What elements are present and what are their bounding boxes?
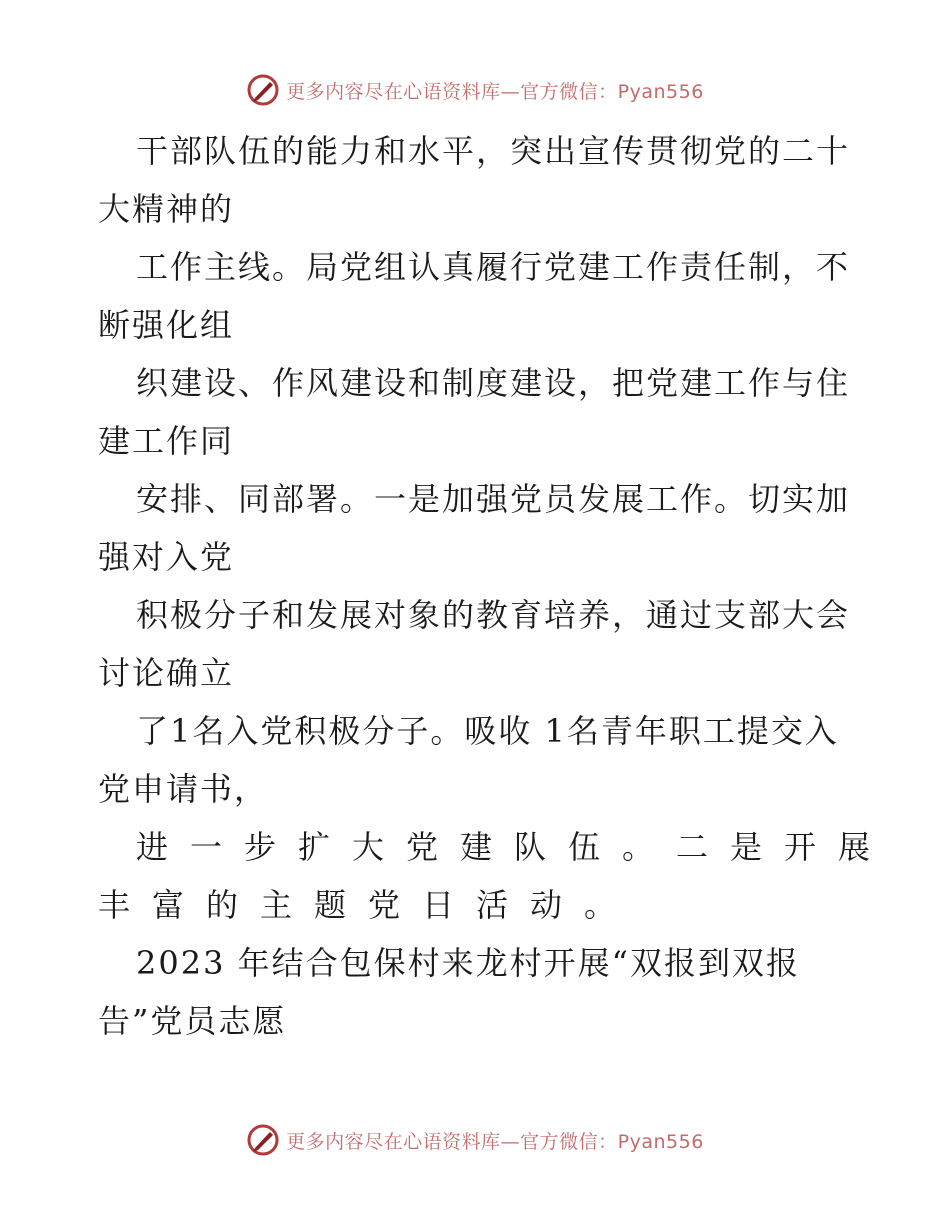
text-line: 安排、同部署。一是加强党员发展工作。切实加 <box>136 480 851 518</box>
document-body <box>98 122 893 1050</box>
text-line: 强对入党 <box>98 538 235 576</box>
quill-logo-icon <box>246 1123 280 1157</box>
text-line: 进一步扩大党建队伍。二是开展 <box>136 828 893 866</box>
watermark-text: 更多内容尽在心语资料库—官方微信：Pyan556 <box>286 80 704 103</box>
text-line: 党申请书， <box>98 770 269 808</box>
text-line: 建工作同 <box>98 422 235 460</box>
text-line: 断强化组 <box>98 306 235 344</box>
text-line: 2023 年结合包保村来龙村开展“双报到双报 <box>136 944 800 982</box>
watermark-footer <box>0 1120 950 1160</box>
text-line: 大精神的 <box>98 190 235 228</box>
watermark-text: 更多内容尽在心语资料库—官方微信：Pyan556 <box>286 1130 704 1153</box>
text-line: 干部队伍的能力和水平，突出宣传贯彻党的二十 <box>136 132 851 170</box>
text-line: 告”党员志愿 <box>98 1002 287 1040</box>
text-line: 了1名入党积极分子。吸收 1名青年职工提交入 <box>136 712 839 750</box>
text-line: 讨论确立 <box>98 654 235 692</box>
quill-logo-icon <box>246 73 280 107</box>
text-line: 积极分子和发展对象的教育培养，通过支部大会 <box>136 596 851 634</box>
text-line: 丰富的主题党日活动。 <box>98 886 639 924</box>
watermark-header <box>0 70 950 110</box>
text-line: 织建设、作风建设和制度建设，把党建工作与住 <box>136 364 851 402</box>
text-line: 工作主线。局党组认真履行党建工作责任制，不 <box>136 248 851 286</box>
